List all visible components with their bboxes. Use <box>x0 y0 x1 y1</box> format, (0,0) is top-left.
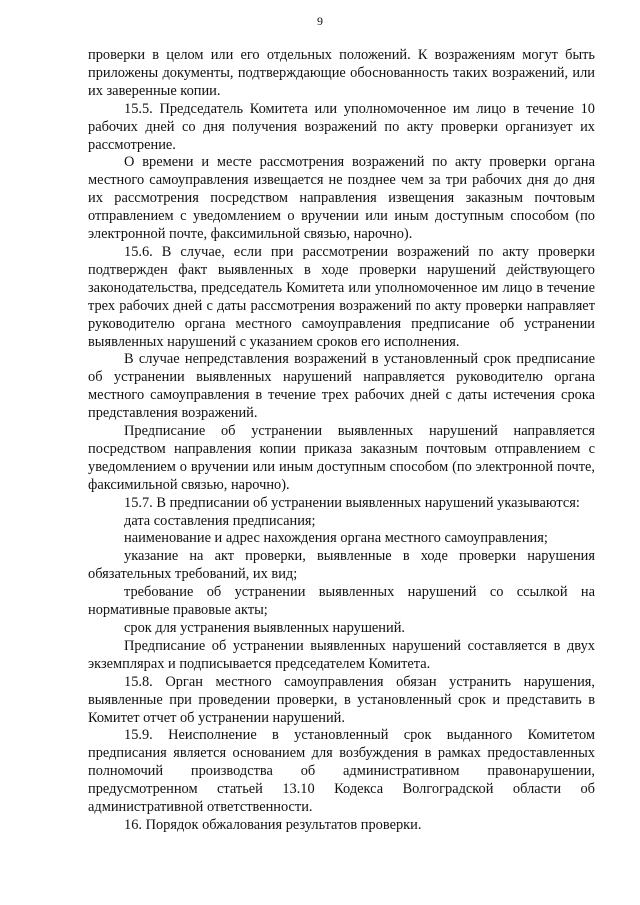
paragraph-15-7: 15.7. В предписании об устранении выявленных нарушений указываются: <box>124 494 580 511</box>
paragraph-objections-documents: проверки в целом или его отдельных положений. К возражениям могут быть приложены документы, подтверждающие обоснованность таких возражений, или их заверенные копии. <box>88 47 595 99</box>
document-body <box>88 47 595 835</box>
page-number: 9 <box>317 14 323 28</box>
paragraph-15-5: 15.5. Председатель Комитета или уполномоченное им лицо в течение 10 рабочих дней со дня получения возражений по акту проверки организует их рассмотрение. <box>88 100 595 153</box>
list-item-deadline: срок для устранения выявленных нарушений. <box>124 620 406 636</box>
paragraph-two-copies: Предписание об устранении выявленных нарушений составляется в двух экземплярах и подписывается председателем Комитета. <box>88 637 595 672</box>
list-item-date: дата составления предписания; <box>124 512 316 529</box>
paragraph-prescription-delivery: Предписание об устранении выявленных нарушений направляется посредством направления копии приказа заказным почтовым отправлением с уведомлением о вручении или иным доступным способом (по электронной почте, факсимильной связью, нарочно). <box>88 423 595 493</box>
paragraph-no-objections: В случае непредставления возражений в установленный срок предписание об устранении выявленных нарушений направляется руководителю органа местного самоуправления в течение трех рабочих дней с даты истечения срока представления возражений. <box>88 351 595 422</box>
paragraph-15-8: 15.8. Орган местного самоуправления обязан устранить нарушения, выявленные при проведении проверки, в установленный срок и представить в Комитет отчет об устранении нарушений. <box>88 673 595 726</box>
paragraph-15-6: 15.6. В случае, если при рассмотрении возражений по акту проверки подтвержден факт выявленных в ходе проверки нарушений действующего законодательства, председатель Комитета или уполномоченное им лицо в течение трех рабочих дней с даты рассмотрения возражений по акту проверки направляет руководителю органа местного самоуправления предписание об устранении выявленных нарушений с указанием сроков его исполнения. <box>88 243 595 350</box>
list-item-name-address: наименование и адрес нахождения органа местного самоуправления; <box>124 530 548 547</box>
paragraph-notice-time-place: О времени и месте рассмотрения возражений по акту проверки органа местного самоуправления извещается не позднее чем за три рабочих дня до дня их рассмотрения посредством направления извещения заказным почтовым отправлением с уведомлением о вручении или иным доступным способом (по электронной почте, факсимильной связью, нарочно). <box>88 154 595 243</box>
list-item-act-reference: указание на акт проверки, выявленные в ходе проверки нарушения обязательных требований, их вид; <box>88 548 595 583</box>
paragraph-15-9: 15.9. Неисполнение в установленный срок выданного Комитетом предписания является основанием для возбуждения в рамках предоставленных полномочий производства об административном правонарушении, предусмотренном статьей 13.10 Кодекса Волгоградской области об административной ответственности. <box>88 727 595 816</box>
list-item-requirement: требование об устранении выявленных нарушений со ссылкой на нормативные правовые акты; <box>88 584 595 619</box>
section-heading-16: 16. Порядок обжалования результатов проверки. <box>124 816 422 833</box>
